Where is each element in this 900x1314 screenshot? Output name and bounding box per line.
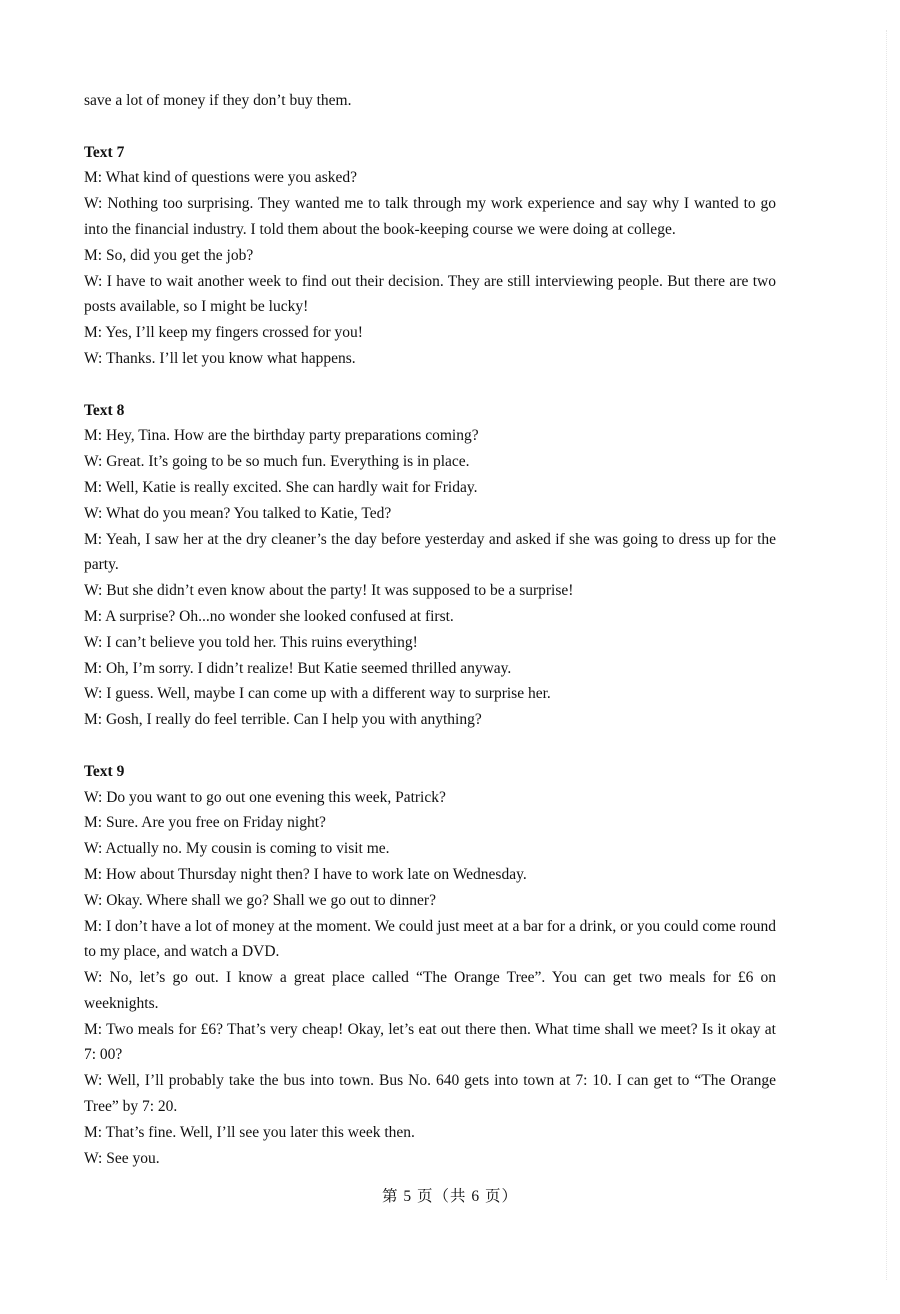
dialogue-line: M: Hey, Tina. How are the birthday party preparations coming?: [84, 427, 479, 445]
dialogue-line: W: Great. It’s going to be so much fun. Everything is in place.: [84, 453, 470, 471]
dialogue-line: W: Do you want to go out one evening this week, Patrick?: [84, 788, 446, 806]
section-title: Text 9: [84, 762, 125, 780]
section-text-7: [84, 140, 776, 372]
dialogue-line: M: How about Thursday night then? I have to work late on Wednesday.: [84, 865, 527, 883]
dialogue-line: M: Gosh, I really do feel terrible. Can I help you with anything?: [84, 711, 482, 729]
dialogue-line: M: What kind of questions were you asked?: [84, 169, 358, 187]
dialogue-line: M: Yes, I’ll keep my fingers crossed for you!: [84, 324, 363, 342]
dialogue-line: M: Well, Katie is really excited. She can hardly wait for Friday.: [84, 478, 478, 496]
dialogue-line: W: But she didn’t even know about the party! It was supposed to be a surprise!: [84, 582, 574, 600]
dialogue-line: W: Okay. Where shall we go? Shall we go out to dinner?: [84, 891, 436, 909]
dialogue-line: W: No, let’s go out. I know a great place called “The Orange Tree”. You can get two meals for £6 on weeknights.: [84, 969, 776, 1012]
dialogue-line: M: That’s fine. Well, I’ll see you later this week then.: [84, 1123, 415, 1141]
dialogue-line: W: See you.: [84, 1149, 160, 1167]
dialogue-line: M: Yeah, I saw her at the dry cleaner’s the day before yesterday and asked if she was going to dress up for the party.: [84, 530, 776, 574]
dialogue-line: M: Sure. Are you free on Friday night?: [84, 814, 326, 832]
section-title: Text 8: [84, 401, 125, 419]
dialogue-line: W: Well, I’ll probably take the bus into town. Bus No. 640 gets into town at 7: 10. I can get to “The Orange Tree” by 7: 20.: [84, 1072, 776, 1116]
page-edge-marks: [886, 30, 888, 1280]
dialogue-line: W: What do you mean? You talked to Katie, Ted?: [84, 504, 392, 522]
dialogue-line: M: So, did you get the job?: [84, 246, 254, 264]
dialogue-line: W: Thanks. I’ll let you know what happens.: [84, 349, 356, 367]
dialogue-line: W: I guess. Well, maybe I can come up with a different way to surprise her.: [84, 685, 551, 703]
dialogue-line: W: Nothing too surprising. They wanted me to talk through my work experience and say why I wanted to go into the financial industry. I told them about the book-keeping course we were doing at college.: [84, 195, 776, 238]
section-title: Text 7: [84, 143, 125, 161]
transcript-page: [84, 88, 776, 1171]
section-text-8: [84, 398, 776, 733]
dialogue-line: M: Two meals for £6? That’s very cheap! Okay, let’s eat out there then. What time shall we meet? Is it okay at 7: 00?: [84, 1020, 776, 1064]
dialogue-line: M: A surprise? Oh...no wonder she looked confused at first.: [84, 607, 454, 625]
intro-line: save a lot of money if they don’t buy them.: [84, 92, 352, 109]
page-number-footer: 第 5 页（共 6 页）: [381, 1188, 518, 1205]
dialogue-line: M: I don’t have a lot of money at the moment. We could just meet at a bar for a drink, or you could come round to my place, and watch a DVD.: [84, 917, 776, 961]
dialogue-line: W: I have to wait another week to find out their decision. They are still interviewing people. But there are two posts available, so I might be lucky!: [84, 272, 776, 316]
dialogue-line: W: I can’t believe you told her. This ruins everything!: [84, 633, 418, 651]
section-text-9: [84, 759, 776, 1172]
dialogue-line: W: Actually no. My cousin is coming to visit me.: [84, 840, 390, 858]
dialogue-line: M: Oh, I’m sorry. I didn’t realize! But Katie seemed thrilled anyway.: [84, 659, 512, 677]
